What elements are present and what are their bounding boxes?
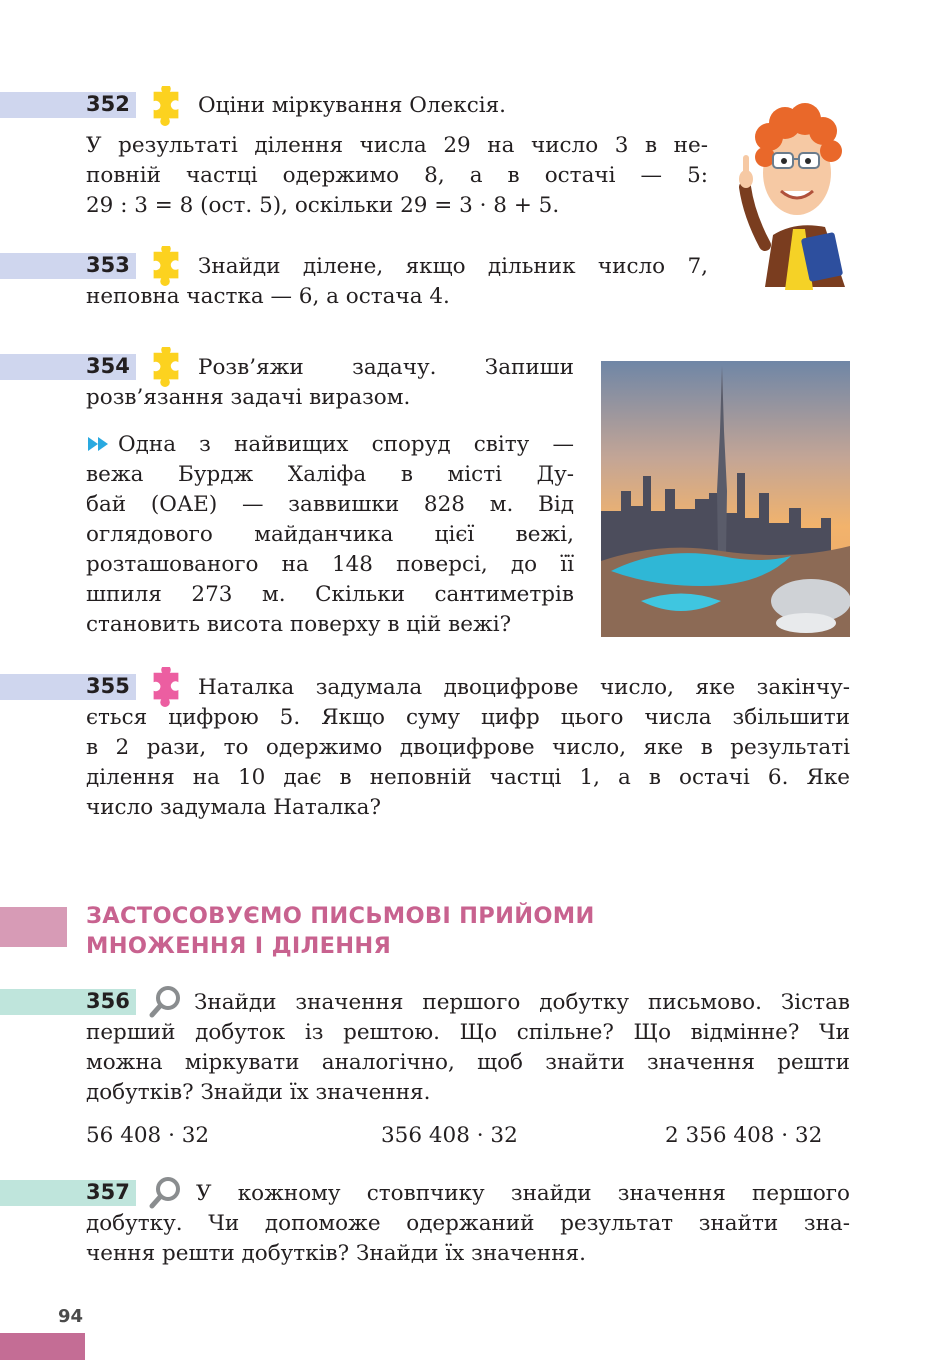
text-line: Наталка задумала двоцифрове число, яке закінчу-: [198, 675, 850, 700]
page-number: 94: [58, 1306, 84, 1327]
text-line: розташованого на 148 поверсі, до її: [86, 552, 574, 577]
expression-3: 2 356 408 · 32: [665, 1123, 823, 1148]
text-line: У кожному стовпчику знайди значення першого: [196, 1181, 850, 1206]
exercise-number-355: 355: [86, 674, 130, 698]
text-line: 29 : 3 = 8 (ост. 5), оскільки 29 = 3 · 8 + 5.: [86, 193, 560, 218]
text-line: Знайди ділене, якщо дільник число 7,: [198, 254, 708, 279]
exercise-number-357: 357: [86, 1180, 130, 1204]
section-title: [86, 901, 595, 961]
text-line: число задумала Наталка?: [86, 795, 382, 820]
page-footer-bar: [0, 1333, 85, 1360]
exercise-number-352: 352: [86, 92, 130, 116]
section-band: [0, 907, 67, 947]
text-line: Розв’яжи задачу. Запиши: [198, 355, 574, 380]
expression-1: 56 408 · 32: [86, 1123, 210, 1148]
text-line: неповна частка — 6, а остача 4.: [86, 284, 450, 309]
text-line: Знайди значення першого добутку письмово. Зістав: [194, 990, 850, 1015]
text-line: ділення на 10 дає в неповній частці 1, а в остачі 6. Яке: [86, 765, 850, 790]
exercise-354-problem: [86, 430, 574, 640]
text-line: повній частці одержимо 8, а в остачі — 5:: [86, 163, 708, 188]
text-line: шпиля 273 м. Скільки сантиметрів: [86, 582, 574, 607]
text-line: чення решти добутків? Знайди їх значення.: [86, 1241, 586, 1266]
exercise-356-body: [86, 988, 850, 1108]
exercise-352-body: [86, 131, 708, 221]
text-line: в 2 рази, то одержимо двоцифрове число, яке в результаті: [86, 735, 850, 760]
expression-2: 356 408 · 32: [381, 1123, 518, 1148]
text-line: Одна з найвищих споруд світу —: [118, 432, 574, 457]
section-title-line: МНОЖЕННЯ І ДІЛЕННЯ: [86, 933, 392, 959]
text-line: добутку. Чи допоможе одержаний результат знайти зна-: [86, 1211, 850, 1236]
exercise-number-353: 353: [86, 253, 130, 277]
text-line: ється цифрою 5. Якщо суму цифр цього числа збільшити: [86, 705, 850, 730]
boy-character-illustration: [735, 95, 855, 290]
exercise-352-title: Оціни міркування Олексія.: [198, 93, 507, 118]
text-line: У результаті ділення числа 29 на число 3 в не-: [86, 133, 708, 158]
text-line: становить висота поверху в цій вежі?: [86, 612, 512, 637]
exercise-354-body: [86, 353, 574, 413]
burj-khalifa-photo: [601, 361, 850, 637]
text-line: оглядового майданчика цієї вежі,: [86, 522, 574, 547]
text-line: розв’язання задачі виразом.: [86, 385, 411, 410]
exercise-357-body: [86, 1179, 850, 1269]
text-line: бай (ОАЕ) — заввишки 828 м. Від: [86, 492, 574, 517]
text-line: можна міркувати аналогічно, щоб знайти значення решти: [86, 1050, 850, 1075]
text-line: вежа Бурдж Халіфа в місті Ду-: [86, 462, 574, 487]
exercise-number-356: 356: [86, 989, 130, 1013]
text-line: добутків? Знайди їх значення.: [86, 1080, 431, 1105]
puzzle-yellow-icon: [146, 86, 186, 126]
exercise-353-body: [86, 252, 708, 312]
exercise-355-body: [86, 673, 850, 823]
section-title-line: ЗАСТОСОВУЄМО ПИСЬМОВІ ПРИЙОМИ: [86, 903, 595, 929]
text-line: перший добуток із рештою. Що спільне? Що відмінне? Чи: [86, 1020, 850, 1045]
exercise-number-354: 354: [86, 354, 130, 378]
